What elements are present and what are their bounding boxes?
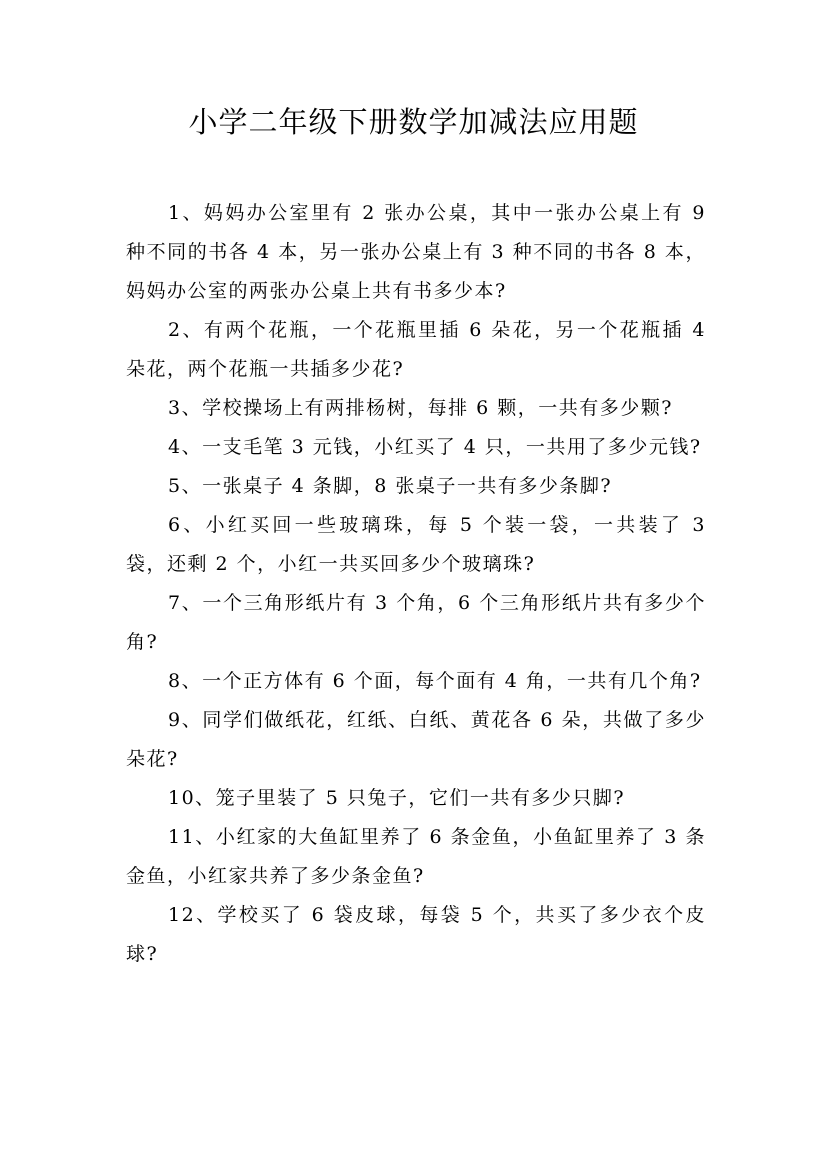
question-8: 8、一个正方体有 6 个面，每个面有 4 角，一共有几个角?: [168, 670, 702, 692]
question-5: 5、一张桌子 4 条脚，8 张桌子一共有多少条脚?: [168, 475, 613, 497]
question-11: 11、小红家的大鱼缸里养了 6 条金鱼，小鱼缸里养了 3 条金鱼，小红家共养了多少条金鱼?: [126, 826, 706, 887]
document-title: 小学二年级下册数学加减法应用题: [188, 105, 639, 139]
question-10: 10、笼子里装了 5 只兔子，它们一共有多少只脚?: [168, 787, 626, 809]
question-3: 3、学校操场上有两排杨树，每排 6 颗，一共有多少颗?: [168, 397, 673, 419]
question-1: 1、妈妈办公室里有 2 张办公桌，其中一张办公桌上有 9 种不同的书各 4 本，另一张办公桌上有 3 种不同的书各 8 本，妈妈办公室的两张办公桌上共有书多少本?: [126, 202, 706, 302]
question-list: [126, 194, 706, 974]
question-7: 7、一个三角形纸片有 3 个角，6 个三角形纸片共有多少个角?: [126, 592, 706, 653]
question-4: 4、一支毛笔 3 元钱，小红买了 4 只，一共用了多少元钱?: [168, 436, 702, 458]
question-2: 2、有两个花瓶，一个花瓶里插 6 朵花，另一个花瓶插 4 朵花，两个花瓶一共插多少花?: [126, 319, 706, 380]
question-9: 9、同学们做纸花，红纸、白纸、黄花各 6 朵，共做了多少朵花?: [126, 709, 706, 770]
question-12: 12、学校买了 6 袋皮球，每袋 5 个，共买了多少衣个皮球?: [126, 904, 706, 965]
question-6: 6、小红买回一些玻璃珠，每 5 个装一袋，一共装了 3 袋，还剩 2 个，小红一共买回多少个玻璃珠?: [126, 514, 706, 575]
